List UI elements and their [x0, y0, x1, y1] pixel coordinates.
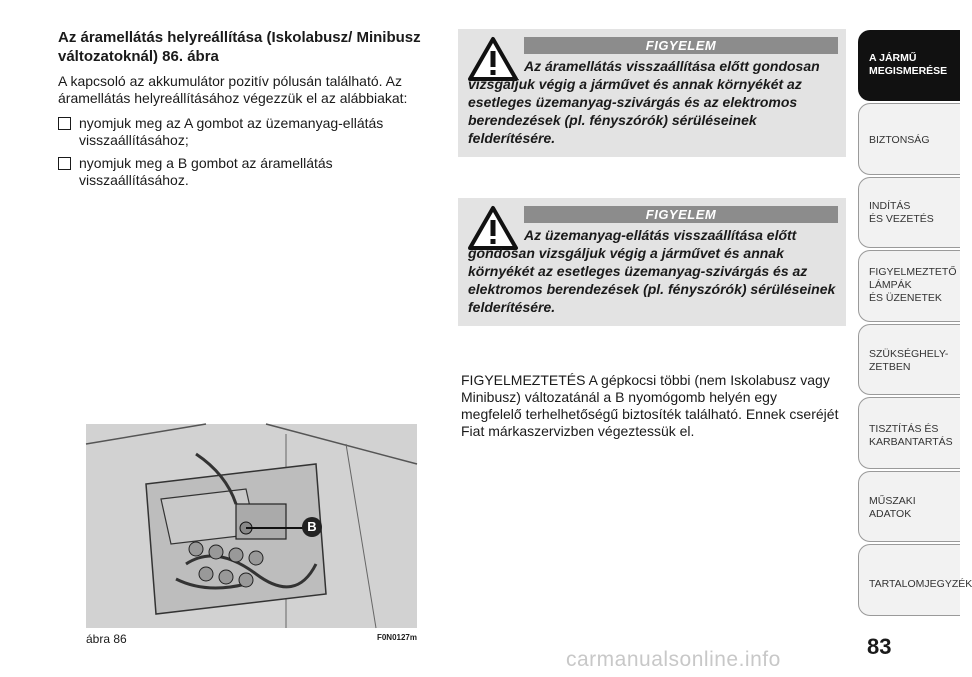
tab-label: SZÜKSÉGHELY-	[869, 348, 949, 360]
left-column	[58, 28, 438, 195]
figure-label: ábra 86	[86, 632, 127, 646]
tab-label: LÁMPÁK	[869, 279, 912, 291]
checkbox-bullet-icon	[58, 117, 71, 130]
callout-b-marker: B	[302, 517, 322, 537]
tab-warning-lights[interactable]	[858, 250, 960, 322]
tab-label: MEGISMERÉSE	[869, 65, 948, 77]
warning-text: Az áramellátás visszaállítása előtt gondosan vizsgáljuk végig a járművet és annak környékét az esetleges üzemanyag-szivárgás és az elektromos berendezések (pl. fényszórók) sérüléseinek felderítésére.	[468, 58, 820, 146]
tab-label: INDÍTÁS	[869, 200, 911, 212]
figure-caption	[86, 632, 417, 646]
list-item	[58, 115, 438, 149]
tab-vehicle-knowledge[interactable]	[858, 30, 960, 101]
warning-box-2	[458, 198, 846, 326]
tab-safety[interactable]	[858, 103, 960, 175]
note-paragraph: FIGYELMEZTETÉS A gépkocsi többi (nem Iskolabusz vagy Minibusz) változatánál a B nyomógomb helyén egy megfelelő terhelhetőségű biztosíték található. Ennek cseréjét Fiat márkaszervizben végeztessük el.	[461, 372, 839, 439]
tab-label: BIZTONSÁG	[869, 134, 930, 146]
tab-label: ÉS VEZETÉS	[869, 213, 934, 225]
warning-label: FIGYELEM	[524, 206, 838, 223]
warning-label: FIGYELEM	[524, 37, 838, 54]
tab-label: A JÁRMŰ	[869, 52, 917, 64]
tab-index[interactable]	[858, 544, 972, 616]
tab-emergency[interactable]	[858, 324, 960, 395]
list-item-text: nyomjuk meg az A gombot az üzemanyag-ellátás visszaállításához;	[79, 115, 384, 148]
checkbox-bullet-icon	[58, 157, 71, 170]
intro-paragraph: A kapcsoló az akkumulátor pozitív pólusán található. Az áramellátás helyreállításához végezzük el az alábbiakat:	[58, 73, 408, 106]
warning-text: Az üzemanyag-ellátás visszaállítása előtt gondosan vizsgáljuk végig a járművet és annak környékét az esetleges üzemanyag-szivárgás és az elektromos berendezések (pl. fényszórók) sérüléseinek felderítésére.	[468, 227, 836, 315]
tab-label: ÉS ÜZENETEK	[869, 292, 942, 304]
list-item-text: nyomjuk meg a B gombot az áramellátás visszaállításához.	[79, 155, 333, 188]
tab-label: ADATOK	[869, 508, 912, 520]
figure-code: F0N0127m	[376, 633, 417, 642]
list-item	[58, 155, 438, 189]
watermark: carmanualsonline.info	[566, 648, 781, 671]
battery-figure	[86, 424, 417, 628]
section-title: Az áramellátás helyreállítása (Iskolabusz/ Minibusz változatoknál) 86. ábra	[58, 29, 421, 65]
page-number: 83	[867, 634, 892, 659]
tab-label: ZETBEN	[869, 361, 911, 373]
battery-illustration	[86, 424, 417, 628]
tab-label: MŰSZAKI	[869, 495, 916, 507]
tab-technical-data[interactable]	[858, 471, 960, 542]
warning-box-1	[458, 29, 846, 157]
tab-starting-driving[interactable]	[858, 177, 960, 248]
tab-label: TARTALOMJEGYZÉK	[869, 578, 972, 590]
tab-label: TISZTÍTÁS ÉS	[869, 423, 939, 435]
tab-label: KARBANTARTÁS	[869, 436, 953, 448]
tab-cleaning-maintenance[interactable]	[858, 397, 960, 469]
tab-label: FIGYELMEZTETŐ	[869, 266, 957, 278]
